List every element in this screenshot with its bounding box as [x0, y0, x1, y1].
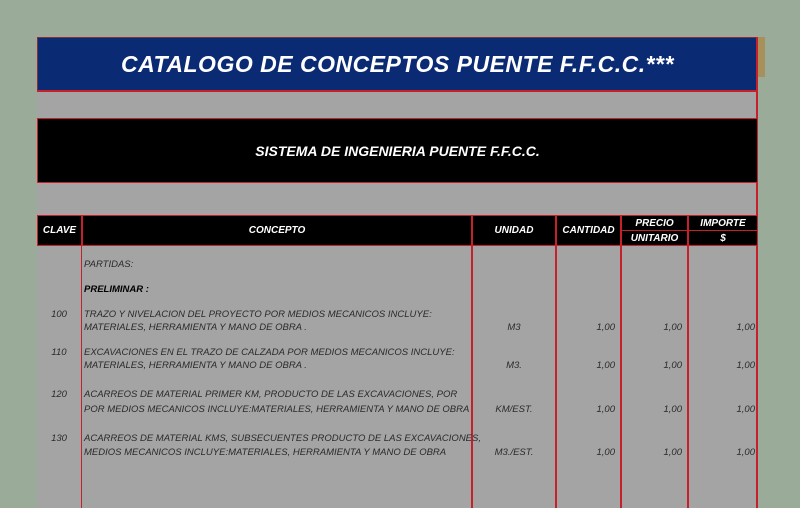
header-unitario: UNITARIO [621, 230, 688, 246]
row-concepto-line2: MATERIALES, HERRAMIENTA Y MANO DE OBRA . [84, 360, 307, 371]
title-banner [37, 37, 758, 92]
row-clave: 100 [51, 309, 67, 320]
page-title: CATALOGO DE CONCEPTOS PUENTE F.F.C.C.*** [121, 51, 674, 77]
row-importe: 1,00 [736, 404, 755, 415]
row-concepto-line2: MEDIOS MECANICOS INCLUYE:MATERIALES, HERRAMIENTA Y MANO DE OBRA [84, 447, 447, 458]
header-concepto: CONCEPTO [82, 215, 472, 246]
column-line [620, 246, 622, 508]
row-concepto-line1: ACARREOS DE MATERIAL KMS, SUBSECUENTES PRODUCTO DE LAS EXCAVACIONES, [84, 433, 481, 444]
header-unidad: UNIDAD [472, 215, 556, 246]
header-clave: CLAVE [37, 215, 82, 246]
row-clave: 120 [51, 389, 67, 400]
scroll-tab[interactable] [758, 37, 765, 77]
row-precio: 1,00 [663, 322, 682, 333]
header-cantidad: CANTIDAD [556, 215, 621, 246]
row-precio: 1,00 [663, 447, 682, 458]
subtitle: SISTEMA DE INGENIERIA PUENTE F.F.C.C. [255, 142, 540, 159]
row-unidad: M3 [507, 322, 521, 333]
row-concepto-line1: EXCAVACIONES EN EL TRAZO DE CALZADA POR MEDIOS MECANICOS INCLUYE: [84, 347, 455, 358]
row-cantidad: 1,00 [596, 322, 615, 333]
spreadsheet-sheet [37, 37, 758, 508]
row-unidad: KM/EST. [495, 404, 533, 415]
header-importe-unit: $ [688, 230, 758, 246]
row-concepto-line1: ACARREOS DE MATERIAL PRIMER KM, PRODUCTO DE LAS EXCAVACIONES, POR [84, 389, 458, 400]
row-importe: 1,00 [736, 360, 755, 371]
row-clave: 130 [51, 433, 67, 444]
row-precio: 1,00 [663, 360, 682, 371]
column-line [471, 246, 473, 508]
grid-line [756, 37, 758, 508]
column-line [555, 246, 557, 508]
header-importe: IMPORTE [688, 215, 758, 231]
row-importe: 1,00 [736, 322, 755, 333]
grid-line [37, 90, 758, 92]
row-clave: 110 [51, 347, 67, 358]
row-cantidad: 1,00 [596, 404, 615, 415]
row-cantidad: 1,00 [596, 447, 615, 458]
row-importe: 1,00 [736, 447, 755, 458]
row-concepto-line2: POR MEDIOS MECANICOS INCLUYE:MATERIALES, HERRAMIENTA Y MANO DE OBRA [84, 404, 470, 415]
group-label: PRELIMINAR : [84, 284, 149, 295]
column-line [81, 246, 82, 508]
row-concepto-line1: TRAZO Y NIVELACION DEL PROYECTO POR MEDIOS MECANICOS INCLUYE: [84, 309, 432, 320]
row-unidad: M3./EST. [494, 447, 534, 458]
column-line [687, 246, 689, 508]
subtitle-band [37, 118, 758, 183]
row-unidad: M3. [506, 360, 522, 371]
row-precio: 1,00 [663, 404, 682, 415]
header-precio: PRECIO [621, 215, 688, 231]
section-label: PARTIDAS: [84, 259, 134, 270]
row-concepto-line2: MATERIALES, HERRAMIENTA Y MANO DE OBRA . [84, 322, 307, 333]
row-cantidad: 1,00 [596, 360, 615, 371]
